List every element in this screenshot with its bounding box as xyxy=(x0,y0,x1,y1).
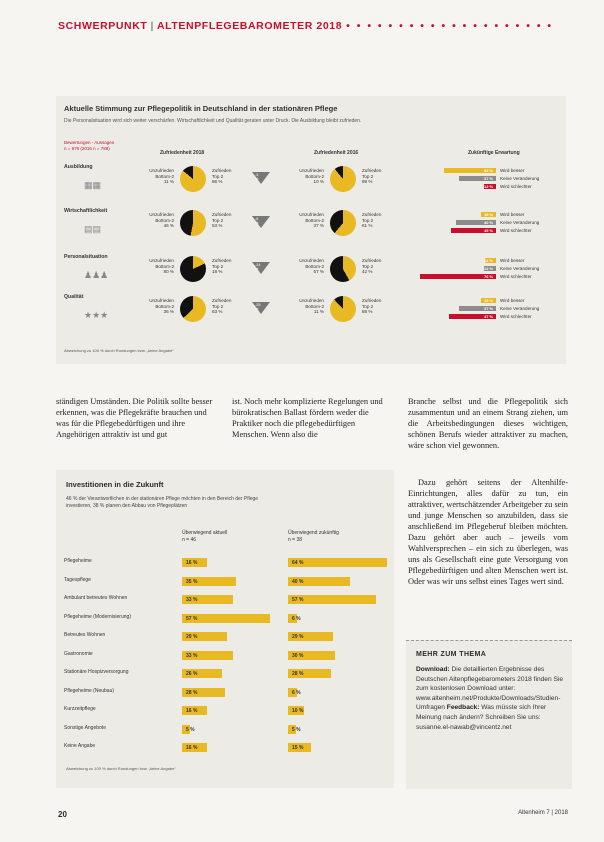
invest-subtitle-line: investieren, 38 % planen den Abbau von Pflegeplätzen xyxy=(66,503,188,509)
download-text[interactable]: Die detaillierten Ergebnisse des Deutschen Altenpflegebarometers 2018 finden Sie zum kostenlosen Download unter: www.altenheim.net/Produkte/Downloads/Studien-Umfragen xyxy=(416,666,563,712)
section-label: SCHWERPUNKT xyxy=(58,20,148,32)
label-line: Bottom-2 xyxy=(305,173,324,179)
invest-value-aktuell: 35 % xyxy=(186,579,198,585)
trend-down-icon xyxy=(252,302,270,314)
invest-value-aktuell: 16 % xyxy=(186,560,198,566)
label-line: 61 % xyxy=(362,223,373,229)
header-separator: | xyxy=(150,20,154,32)
unzufrieden-2016-label xyxy=(288,258,324,275)
expectation-bar-value: 11 % xyxy=(484,258,493,263)
unzufrieden-2016-label xyxy=(288,168,324,185)
invest-row-label: Stationäre Hospizversorgung xyxy=(64,669,129,675)
pie-2018 xyxy=(180,166,206,192)
section-title: ALTENPFLEGEBAROMETER 2018 xyxy=(156,20,343,32)
expectation-bar-value: 76 % xyxy=(484,274,494,279)
expectation-bar-label: Wird besser xyxy=(500,298,525,303)
stimmung-row xyxy=(56,292,566,336)
pie-2016 xyxy=(330,166,356,192)
label-line: Zufrieden xyxy=(362,212,382,217)
label-line: 89 % xyxy=(362,179,373,185)
body-column-2: ist. Noch mehr komplizierte Regelungen und bürokratischen Ballast fördern weder die Praktiker noch die pflegebedürftigen Menschen. Wenn also die xyxy=(232,397,383,439)
row-label: Qualität xyxy=(64,294,84,300)
trend-down-icon xyxy=(252,216,270,228)
stimmung-infographic xyxy=(56,96,566,364)
label-line: Top 2 xyxy=(362,217,374,223)
label-line: Bottom-2 xyxy=(305,303,324,309)
section-header xyxy=(58,20,553,32)
invest-row-label: Tagespflege xyxy=(64,577,91,583)
expectation-bar-label: Wird schlechter xyxy=(500,228,532,233)
zufrieden-2016-label xyxy=(362,168,381,185)
label-line: Unzufrieden xyxy=(299,258,324,263)
row-label: Personalsituation xyxy=(64,254,108,260)
mehr-text xyxy=(416,665,566,732)
unzufrieden-2018-label xyxy=(138,168,174,185)
invest-row-label: Pflegeheime (Neubau) xyxy=(64,688,115,694)
stimmung-row xyxy=(56,252,566,296)
zufrieden-2016-label xyxy=(362,212,381,229)
expectation-bar-label: Wird schlechter xyxy=(500,314,532,319)
invest-row-label: Kurzzeitpflege xyxy=(64,706,96,712)
invest-footnote: Abweichung zu 100 % durch Rundungen bzw. „keine Angabe“ xyxy=(66,766,176,771)
row-pictogram-icon: ▦▦ xyxy=(84,180,102,190)
invest-value-aktuell: 28 % xyxy=(186,690,198,696)
expectation-bar-value: 52 % xyxy=(484,168,494,173)
unzufrieden-2018-label xyxy=(138,298,174,315)
invest-row-label: Pflegeheime (Modernisierung) xyxy=(64,614,131,620)
invest-value-zukuenftig: 15 % xyxy=(292,745,304,751)
invest-infographic xyxy=(56,470,394,788)
row-pictogram-icon: ★★★ xyxy=(84,310,109,320)
pie-2018 xyxy=(180,256,206,282)
zufrieden-2016-label xyxy=(362,258,381,275)
label-line: Zufrieden xyxy=(212,258,232,263)
expectation-bar-label: Keine Veränderung xyxy=(500,266,540,271)
label-line: Top 2 xyxy=(362,173,374,179)
pie-2016 xyxy=(330,256,356,282)
invest-value-aktuell: 57 % xyxy=(186,616,198,622)
label-line: Zufrieden xyxy=(362,168,382,173)
label-line: 88 % xyxy=(362,309,373,315)
expectation-bar-label: Wird besser xyxy=(500,212,525,217)
unzufrieden-2016-label xyxy=(288,212,324,229)
row-label: Ausbildung xyxy=(64,164,93,170)
expectation-bar-label: Wird besser xyxy=(500,258,525,263)
trend-value: -3 % xyxy=(255,173,259,181)
row-pictogram-icon: ♟♟♟ xyxy=(84,270,109,280)
label-line: 42 % xyxy=(362,269,373,275)
column-header-trend: Zukünftige Erwartung xyxy=(468,150,520,156)
pie-2018 xyxy=(180,296,206,322)
zufrieden-2018-label xyxy=(212,258,231,275)
label-line: 53 % xyxy=(212,223,223,229)
invest-value-aktuell: 5 % xyxy=(186,727,195,733)
trend-down-icon xyxy=(252,172,270,184)
invest-value-zukuenftig: 29 % xyxy=(292,634,304,640)
label-line: Zufrieden xyxy=(212,212,232,217)
column-header-line: n = 38 xyxy=(288,537,303,543)
invest-value-zukuenftig: 30 % xyxy=(292,653,304,659)
label-line: Unzufrieden xyxy=(299,212,324,217)
column-header-line: Überwiegend aktuell xyxy=(182,530,228,536)
label-line: Zufrieden xyxy=(212,298,232,303)
trend-value: -25 % xyxy=(255,303,261,311)
infographic-subtitle: Die Personalsituation wird sich weiter verschärfen. Wirtschaftlichkeit und Qualität geraten unter Druck. Die Ausbildung bleibt zufrieden. xyxy=(64,118,362,124)
label-line: Top 2 xyxy=(212,217,224,223)
body-column-3b: Dazu gehört seitens der Altenhilfe-Einrichtungen, alles dafür zu tun, ein attraktiver, wertschätzender Arbeitgeber zu sein und junge Menschen so anzubilden, dass sie anschließend im Pflegeberuf bleiben möchten. Dazu gehört aber auch – jeweils vom Wahlversprechen – ein sich zu überlegen, was uns als Gesellschaft eine gute Versorgung von Pflegebedürftigen und alten Menschen wert ist. Oder was wir uns selbst eines Tages wert sind. xyxy=(408,478,568,586)
label-line: Top 2 xyxy=(362,303,374,309)
expectation-bar-value: 12 % xyxy=(484,266,494,271)
invest-value-zukuenftig: 6 % xyxy=(292,690,301,696)
label-line: Bottom-2 xyxy=(305,217,324,223)
label-line: Top 2 xyxy=(212,303,224,309)
zufrieden-2018-label xyxy=(212,168,231,185)
mehr-title: MEHR ZUM THEMA xyxy=(416,651,487,658)
stimmung-row xyxy=(56,206,566,250)
label-line: Unzufrieden xyxy=(149,212,174,217)
expectation-bar-label: Keine Veränderung xyxy=(500,176,540,181)
expectation-bar-value: 45 % xyxy=(484,228,494,233)
column-header-aktuell xyxy=(182,530,227,544)
expectation-bar-value: 37 % xyxy=(484,176,494,181)
column-header-2018: Zufriedenheit 2018 xyxy=(160,150,205,156)
expectation-bar-label: Wird schlechter xyxy=(500,274,532,279)
body-column-3a: Branche selbst und die Pflegepolitik sich zusammentun und an einem Strang ziehen, um die Arbeitsbedingungen dieses wichtigen, schönen Berufs wieder attraktiver zu machen, wäre schon viel gewonnen. xyxy=(408,397,568,450)
label-line: 46 % xyxy=(163,223,174,229)
download-label: Download: xyxy=(416,666,450,673)
label-line: 18 % xyxy=(212,269,223,275)
sample-note xyxy=(64,140,114,152)
label-line: Top 2 xyxy=(212,173,224,179)
feedback-text[interactable]: Was müsste sich Ihrer Meinung nach ändern? Schreiben Sie uns: susanne.el-nawab@vincentz.net xyxy=(416,704,547,731)
label-line: Zufrieden xyxy=(362,298,382,303)
invest-value-zukuenftig: 57 % xyxy=(292,597,304,603)
expectation-bar-label: Wird schlechter xyxy=(500,184,532,189)
label-line: Top 2 xyxy=(212,263,224,269)
sample-note-line: Bewertungen - Aussagen xyxy=(64,140,115,145)
stimmung-row xyxy=(56,162,566,206)
invest-value-zukuenftig: 28 % xyxy=(292,671,304,677)
label-line: 36 % xyxy=(163,309,174,315)
label-line: 11 % xyxy=(163,179,174,185)
label-line: Unzufrieden xyxy=(299,298,324,303)
row-label: Wirtschaftlichkeit xyxy=(64,208,108,214)
invest-value-zukuenftig: 10 % xyxy=(292,708,304,714)
invest-row-label: Pflegeheime xyxy=(64,558,92,564)
magazine-issue: Altenheim 7 | 2018 xyxy=(518,810,568,816)
label-line: Unzufrieden xyxy=(149,168,174,173)
unzufrieden-2018-label xyxy=(138,258,174,275)
label-line: 86 % xyxy=(212,179,223,185)
invest-row-label: Sonstige Angebote xyxy=(64,725,106,731)
invest-subtitle-line: 46 % der Verantwortlichen in der stationären Pflege möchten in den Bereich der Pflege xyxy=(66,496,259,502)
trend-value: -24 % xyxy=(255,263,261,271)
invest-value-aktuell: 33 % xyxy=(186,653,198,659)
body-column-1: ständigen Umständen. Die Politik sollte besser erkennen, was die Pflegekräfte brauchen und was für die Pflegebedürftigen und ihre Angehörigen attraktiv ist und gut xyxy=(56,397,213,439)
header-dots: • • • • • • • • • • • • • • • • • • • • xyxy=(346,20,554,32)
label-line: 11 % xyxy=(313,309,324,315)
label-line: Unzufrieden xyxy=(299,168,324,173)
label-line: 37 % xyxy=(313,223,324,229)
zufrieden-2016-label xyxy=(362,298,381,315)
label-line: Bottom-2 xyxy=(155,263,174,269)
invest-title: Investitionen in die Zukunft xyxy=(66,480,164,489)
expectation-bar-value: 15 % xyxy=(484,298,494,303)
invest-value-zukuenftig: 64 % xyxy=(292,560,304,566)
trend-value: -8 % xyxy=(255,217,259,225)
infographic-title: Aktuelle Stimmung zur Pflegepolitik in Deutschland in der stationären Pflege xyxy=(64,104,338,113)
invest-value-aktuell: 16 % xyxy=(186,745,198,751)
unzufrieden-2018-label xyxy=(138,212,174,229)
label-line: Zufrieden xyxy=(362,258,382,263)
label-line: 80 % xyxy=(163,269,174,275)
label-line: Bottom-2 xyxy=(155,303,174,309)
label-line: Zufrieden xyxy=(212,168,232,173)
invest-value-aktuell: 16 % xyxy=(186,708,198,714)
infographic-footnote: Abweichung zu 100 % durch Rundungen bzw. „keine Angabe“ xyxy=(64,348,174,353)
expectation-bar-label: Wird besser xyxy=(500,168,525,173)
expectation-bar-value: 15 % xyxy=(484,212,494,217)
invest-row-label: Ambulant betreutes Wohnen xyxy=(64,595,128,601)
column-header-2016: Zufriedenheit 2016 xyxy=(314,150,359,156)
pie-2018 xyxy=(180,210,206,236)
pie-2016 xyxy=(330,210,356,236)
invest-row-label: Betreutes Wohnen xyxy=(64,632,106,638)
expectation-bar-value: 40 % xyxy=(484,220,494,225)
label-line: 57 % xyxy=(313,269,324,275)
zufrieden-2018-label xyxy=(212,298,231,315)
invest-value-zukuenftig: 40 % xyxy=(292,579,304,585)
column-header-zukuenftig xyxy=(288,530,339,544)
invest-row-label: Gastronomie xyxy=(64,651,93,657)
expectation-bar-value: 12 % xyxy=(484,184,494,189)
label-line: 63 % xyxy=(212,309,223,315)
label-line: Bottom-2 xyxy=(155,217,174,223)
invest-value-aktuell: 29 % xyxy=(186,634,198,640)
invest-value-zukuenftig: 5 % xyxy=(292,727,301,733)
row-pictogram-icon: ▤▤ xyxy=(84,224,102,234)
expectation-bar-label: Keine Veränderung xyxy=(500,220,540,225)
invest-subtitle xyxy=(66,496,258,510)
label-line: Top 2 xyxy=(362,263,374,269)
label-line: 10 % xyxy=(313,179,324,185)
invest-value-aktuell: 33 % xyxy=(186,597,198,603)
sample-note-line: n = 976 (2016 n = 788) xyxy=(64,146,110,151)
label-line: Unzufrieden xyxy=(149,258,174,263)
invest-value-aktuell: 26 % xyxy=(186,671,198,677)
column-header-line: Überwiegend zukünftig xyxy=(288,530,339,536)
feedback-label: Feedback: xyxy=(446,704,480,712)
column-header-line: n = 46 xyxy=(182,537,197,543)
expectation-bar-value: 37 % xyxy=(484,306,494,311)
label-line: Unzufrieden xyxy=(149,298,174,303)
trend-down-icon xyxy=(252,262,270,274)
expectation-bar-label: Keine Veränderung xyxy=(500,306,540,311)
unzufrieden-2016-label xyxy=(288,298,324,315)
page-number: 20 xyxy=(58,810,67,819)
invest-row-label: Keine Angabe xyxy=(64,743,96,749)
zufrieden-2018-label xyxy=(212,212,231,229)
invest-value-zukuenftig: 6 % xyxy=(292,616,301,622)
label-line: Bottom-2 xyxy=(155,173,174,179)
label-line: Bottom-2 xyxy=(305,263,324,269)
pie-2016 xyxy=(330,296,356,322)
expectation-bar-value: 47 % xyxy=(484,314,494,319)
mehr-zum-thema-box xyxy=(406,640,572,789)
